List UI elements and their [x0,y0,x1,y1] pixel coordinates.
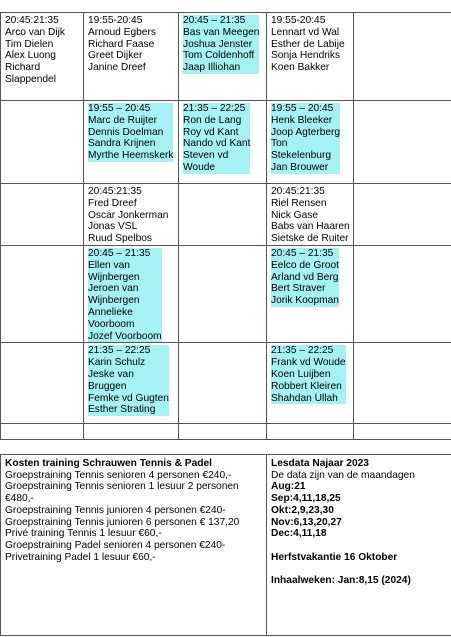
costs-list [5,470,262,564]
player-name: Jeske van [88,368,134,380]
player-name: Greet Dijker [88,50,143,62]
player-name: Slappendel [5,73,56,85]
schedule-empty-cell [1,424,84,440]
schedule-slot [1,13,84,101]
schedule-row [1,245,451,342]
slot-time: 21:35 – 22:25 [183,103,246,114]
schedule-empty-cell [354,343,451,424]
costs-item: Groepstraining Padel senioren 4 personen €240- [5,539,226,551]
player-name: Jorik Koopman [271,295,339,307]
player-name: Stekelenburg [271,150,332,162]
schedule-empty-cell [354,101,451,184]
player-name: Jonas VSL [88,221,138,233]
player-name: Bruggen [88,380,127,392]
player-name: Koen Luijben [271,368,331,380]
schedule-slot [267,245,354,342]
player-name: Shahdan Ullah [271,392,338,404]
player-name: Sietske de Ruiter [271,233,349,245]
lesdata-subtitle: De data zijn van de maandagen [271,469,415,481]
schedule-row [1,424,451,440]
player-name: Sandra Krijnen [88,138,156,150]
player-name: Joop Agterberg [271,126,341,138]
player-name: Robbert Kleiren [271,380,342,392]
costs-item: Groepstraining Tennis junioren 6 personen € 137,20 [5,516,240,528]
player-name: Ellen van [88,259,130,271]
player-name: Ron de Lang [183,114,242,126]
player-name: Myrthe Heemskerk [88,150,174,162]
schedule-row [1,343,451,424]
player-name: Janine Dreef [88,62,146,74]
player-name: Woude [183,161,216,173]
schedule-empty-cell [1,245,84,342]
player-name: Dennis Doelman [88,126,164,138]
player-name: Esther de Labije [271,38,345,50]
player-name: Voorboom [88,318,135,330]
schedule-slot [179,13,267,101]
player-name: Joshua Jenster [183,38,253,50]
schedule-empty-cell [354,13,451,101]
player-name: Eelco de Groot [271,259,339,271]
month-dates: Sep:4,11,18,25 [271,493,341,505]
player-name: Frank vd Woude [271,357,346,369]
lesdata-title: Lesdata Najaar 2023 [271,458,369,469]
player-name: Steven vd [183,150,229,162]
player-name: Wijnbergen [88,271,140,283]
costs-item: Privé training Tennis 1 lesuur €60,- [5,528,162,540]
player-name: Henk Bleeker [271,114,333,126]
player-name: Lennart vd Wal [271,26,340,38]
player-name: Jan Brouwer [271,161,329,173]
player-name: Tim Dielen [5,38,54,50]
player-name: Sonja Hendriks [271,50,341,62]
schedule-slot [267,184,354,246]
schedule-empty-cell [179,184,267,246]
slot-time: 20:45 – 21:35 [183,15,246,26]
month-dates: Nov:6,13,20,27 [271,516,342,528]
player-name: Annelieke [88,306,133,318]
player-name: Nando vd Kant [183,138,251,150]
month-dates: Dec:4,11,18 [271,528,327,540]
month-dates: Okt:2,9,23,30 [271,504,334,516]
slot-time: 20:45:21:35 [271,186,325,197]
player-name: Alex Luong [5,50,56,62]
month-dates: Aug:21 [271,481,306,493]
schedule-slot [267,101,354,184]
player-name: Arnoud Egbers [88,26,156,38]
player-name: Richard [5,62,41,74]
player-name: Femke vd Gugten [88,392,169,404]
player-name: Roy vd Kant [183,126,239,138]
slot-time: 20:45 – 21:35 [88,247,151,259]
player-name: Ruud Spelbos [88,233,153,245]
costs-item: €480,- [5,493,34,505]
costs-item: Groepstraining Tennis junioren 4 personen €240- [5,504,226,516]
schedule-slot [84,184,179,246]
info-table [0,454,451,636]
player-name: Fred Dreef [88,197,137,209]
schedule-empty-cell [354,245,451,342]
catchup-note: Inhaalweken: Jan:8,15 (2024) [271,575,411,586]
player-name: Marc de Ruijter [88,114,158,126]
player-name: Babs van Haaren [271,221,350,233]
schedule-empty-cell [179,343,267,424]
player-name: Karin Schulz [88,357,146,369]
player-name: Jeroen van [88,283,139,295]
schedule-empty-cell [1,101,84,184]
schedule-row [1,13,451,101]
player-name: Bert Straver [271,283,326,295]
player-name: Bas van Meegen [183,26,260,38]
lesdata-cell [267,455,451,636]
costs-item: Groepstraining Tennis senioren 1 lesuur 2 personen [5,481,239,493]
slot-time: 19:55-20:45 [271,15,326,26]
slot-time: 21:35 – 22:25 [88,345,151,357]
vacation-note: Herfstvakantie 16 Oktober [271,551,398,563]
player-name: Jaap Illiohan [183,62,241,74]
schedule-empty-cell [1,343,84,424]
costs-title: Kosten training Schrauwen Tennis & Padel [5,458,212,469]
schedule-table [0,12,451,440]
player-name: Arland vd Berg [271,271,339,283]
slot-time: 19:55 – 20:45 [88,103,151,114]
schedule-empty-cell [1,184,84,246]
slot-time: 19:55-20:45 [88,15,143,26]
slot-time: 20:45 – 21:35 [271,247,334,259]
schedule-row [1,184,451,246]
slot-time: 21:35 – 22:25 [271,345,334,357]
schedule-empty-cell [354,424,451,440]
schedule-empty-cell [179,245,267,342]
schedule-row [1,101,451,184]
player-name: Wijnbergen [88,295,140,307]
schedule-slot [84,13,179,101]
slot-time: 20:45:21:35 [88,186,142,197]
player-name: Richard Faase [88,38,155,50]
costs-item: Privetraining Padel 1 lesuur €60,- [5,551,156,563]
schedule-empty-cell [267,424,354,440]
costs-item: Groepstraining Tennis senioren 4 personen €240,- [5,469,232,481]
schedule-empty-cell [354,184,451,246]
schedule-empty-cell [84,424,179,440]
costs-cell [1,455,267,636]
schedule-slot [84,343,179,424]
player-name: Nick Gase [271,209,318,221]
schedule-slot [267,343,354,424]
slot-time: 19:55 – 20:45 [271,103,334,114]
schedule-empty-cell [179,424,267,440]
player-name: Koen Bakker [271,62,330,74]
player-name: Jozef Voorboom [88,330,162,342]
schedule-slot [84,101,179,184]
player-name: Esther Strating [88,404,156,416]
player-name: Riel Rensen [271,197,327,209]
player-name: Tom Coldenhoff [183,50,255,62]
schedule-slot [267,13,354,101]
player-name: Arco van Dijk [5,26,66,38]
schedule-slot [84,245,179,342]
player-name: Oscar Jonkerman [88,209,169,221]
month-list [271,481,447,540]
player-name: Ton [271,138,288,150]
schedule-slot [179,101,267,184]
slot-time: 20:45:21:35 [5,15,59,26]
